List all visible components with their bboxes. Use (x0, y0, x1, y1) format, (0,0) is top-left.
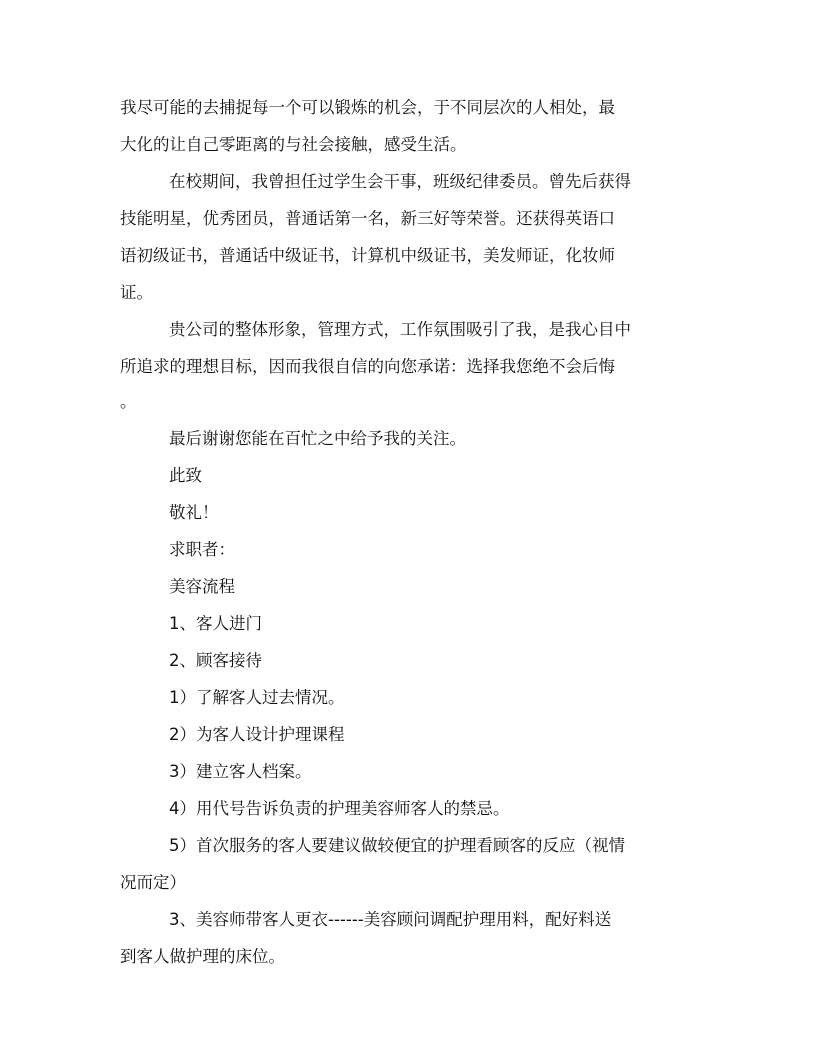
section-heading: 美容流程 (169, 577, 235, 596)
paragraph-line: 所追求的理想目标，因而我很自信的向您承诺：选择我您绝不会后悔 (120, 357, 615, 376)
paragraph-line: 技能明星，优秀团员，普通话第一名，新三好等荣誉。还获得英语口 (120, 209, 615, 228)
paragraph-line: 贵公司的整体形象，管理方式，工作氛围吸引了我，是我心目中 (169, 320, 631, 339)
list-item: 1、客人进门 (169, 614, 262, 633)
paragraph-line: 。 (120, 392, 137, 411)
list-item: 2、顾客接待 (169, 651, 262, 670)
list-subitem: 2）为客人设计护理课程 (169, 725, 345, 744)
paragraph-line: 证。 (120, 283, 153, 302)
paragraph-line: 大化的让自己零距离的与社会接触，感受生活。 (120, 135, 467, 154)
signature-line: 求职者： (169, 540, 235, 559)
list-subitem: 1）了解客人过去情况。 (169, 688, 345, 707)
paragraph-line: 在校期间，我曾担任过学生会干事，班级纪律委员。曾先后获得 (169, 172, 631, 191)
salutation-line: 此致 (169, 466, 202, 485)
list-subitem: 4）用代号告诉负责的护理美容师客人的禁忌。 (169, 799, 510, 818)
list-item-continuation: 到客人做护理的床位。 (120, 947, 285, 966)
list-item: 3、美容师带客人更衣------美容顾问调配护理用料，配好料送 (169, 910, 612, 929)
paragraph-line: 我尽可能的去捕捉每一个可以锻炼的机会，于不同层次的人相处，最 (120, 98, 615, 117)
salutation-line: 敬礼！ (169, 503, 219, 522)
list-subitem: 5）首次服务的客人要建议做较便宜的护理看顾客的反应（视情 (169, 836, 625, 855)
paragraph-line: 语初级证书，普通话中级证书，计算机中级证书，美发师证，化妆师 (120, 246, 615, 265)
list-subitem-continuation: 况而定） (120, 873, 186, 892)
closing-line: 最后谢谢您能在百忙之中给予我的关注。 (169, 429, 466, 448)
list-subitem: 3）建立客人档案。 (169, 762, 312, 781)
